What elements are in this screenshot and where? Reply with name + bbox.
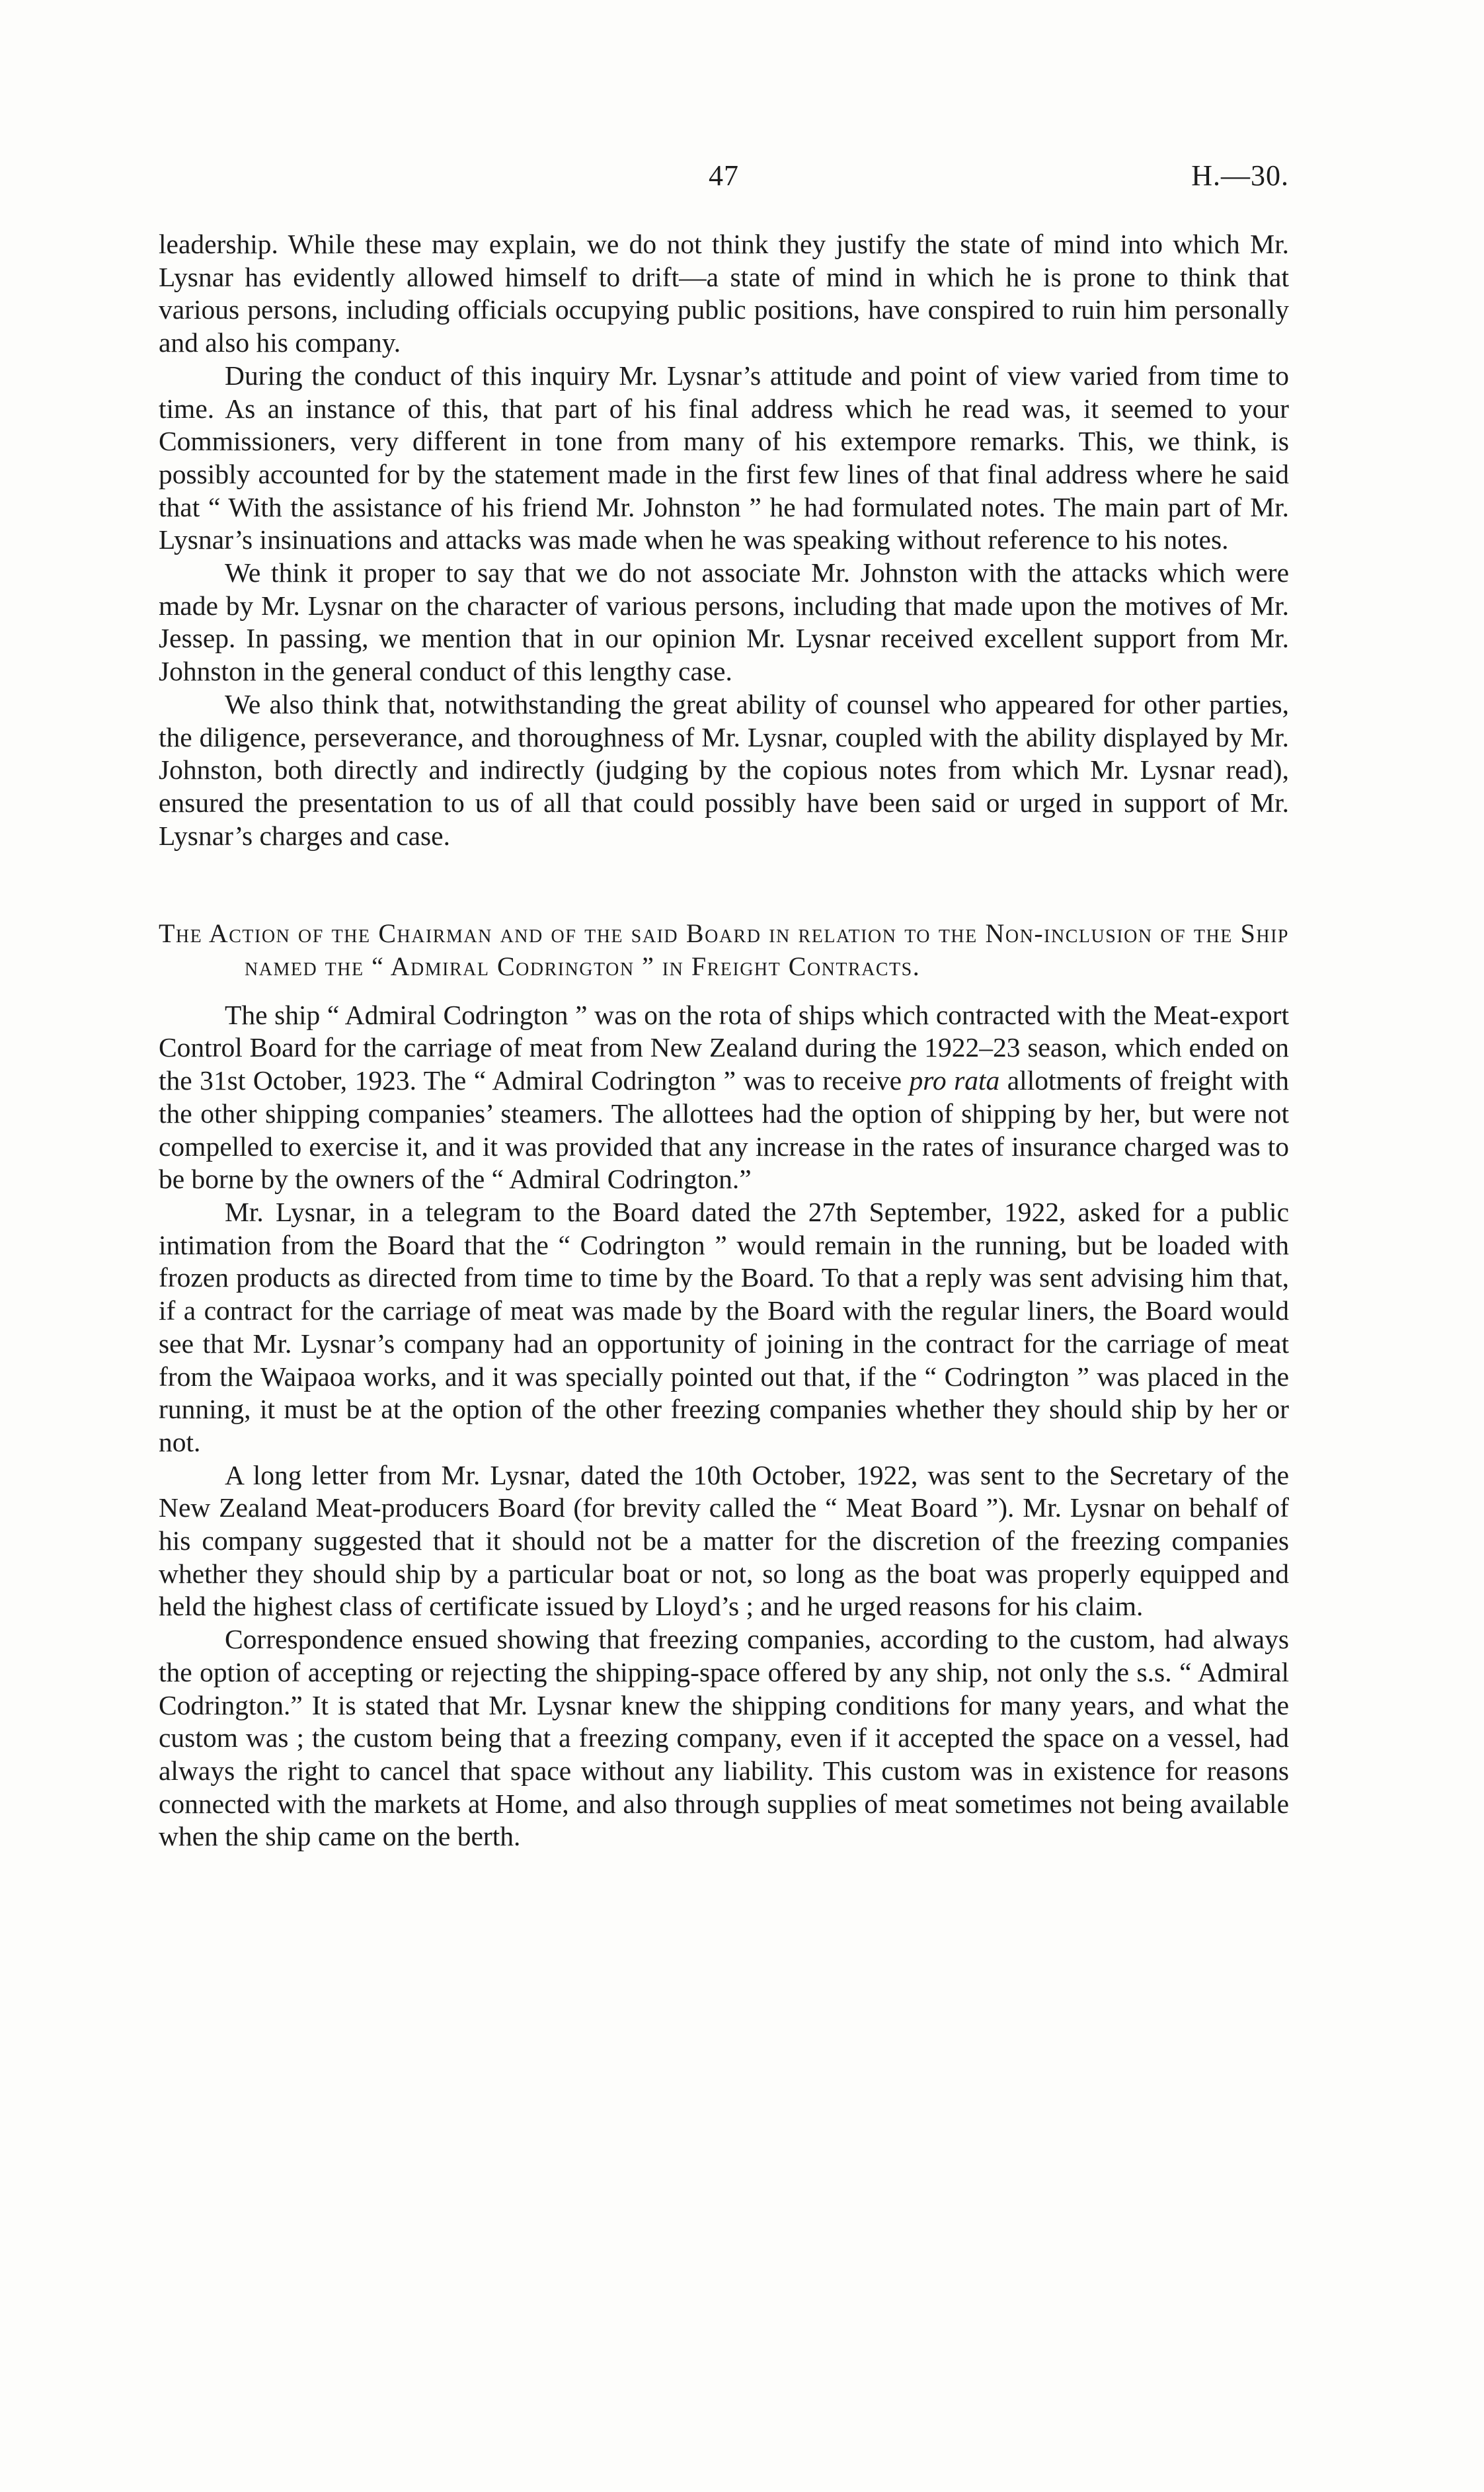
paragraph-correspondence: Correspondence ensued showing that freezing companies, according to the custom, had always the option of accepting or rejecting the shipping-space offered by any ship, not only the s.s. “ Admiral Codrington.” It is stated that Mr. Lysnar knew the shipping conditions for many years, and what the custom was ; the custom being that a freezing company, even if it accepted the space on a vessel, had always the right to cancel that space without any liability. This custom was in existence for reasons connected with the markets at Home, and also through supplies of meat sometimes not being available when the ship came on the berth. [159,1624,1289,1852]
paragraph-rota-text-1: The ship “ Admiral Codrington ” was on the rota of ships which contracted with the Meat-export Control Board for the carriage of meat from New Zealand during the 1922–23 season, which ended on the 31st October, 1923. The “ Admiral Codrington ” was to receive [159,999,1289,1096]
section-heading-text: The Action of the Chairman and of the said Board in relation to the Non-inclusion of the Ship named the “ Admiral Codrington ” in Freight Contracts. [159,918,1289,982]
latin-phrase: pro rata [909,1065,1000,1096]
paragraph-rota-text-2: allotments of freight with the other shipping companies’ steamers. The allottees had the option of shipping by her, but were not compelled to exercise it, and it was provided that any increase in the rates of insurance charged was to be borne by the owners of the “ Admiral Codrington.” [159,1065,1290,1195]
page-header [159,159,1289,198]
paragraph-letter: A long letter from Mr. Lysnar, dated the 10th October, 1922, was sent to the Secretary of the New Zealand Meat-producers Board (for brevity called the “ Meat Board ”). Mr. Lysnar on behalf of his company suggested that it should not be a matter for the discretion of the freezing companies whether they should ship by a particular boat or not, so long as the boat was properly equipped and held the highest class of certificate issued by Lloyd’s ; and he urged reasons for his claim. [159,1459,1289,1622]
paragraph-johnston: We think it proper to say that we do not associate Mr. Johnston with the attacks which were made by Mr. Lysnar on the character of various persons, including that made upon the motives of Mr. Jessep. In passing, we mention that in our opinion Mr. Lysnar received excellent support from Mr. Johnston in the general conduct of this lengthy case. [159,557,1289,687]
document-reference: H.—30. [1191,159,1289,192]
page-number: 47 [709,159,739,192]
paragraph-rota [159,999,1289,1196]
paragraph-telegram: Mr. Lysnar, in a telegram to the Board dated the 27th September, 1922, asked for a public intimation from the Board that the “ Codrington ” would remain in the running, but be loaded with frozen products as directed from time to time by the Board. To that a reply was sent advising him that, if a contract for the carriage of meat was made by the Board with the regular liners, the Board would see that Mr. Lysnar’s company had an opportunity of joining in the contract for the carriage of meat from the Waipaoa works, and it was specially pointed out that, if the “ Codrington ” was placed in the running, it must be at the option of the other freezing companies whether they should ship by her or not. [159,1196,1289,1457]
paragraph-diligence: We also think that, notwithstanding the great ability of counsel who appeared for other parties, the diligence, perseverance, and thoroughness of Mr. Lysnar, coupled with the ability displayed by Mr. Johnston, both directly and indirectly (judging by the copious notes from which Mr. Lysnar read), ensured the presentation to us of all that could possibly have been said or urged in support of Mr. Lysnar’s charges and case. [159,688,1289,851]
page-body [159,228,1289,1853]
paragraph-continued: leadership. While these may explain, we do not think they justify the state of mind into which Mr. Lysnar has evidently allowed himself to drift—a state of mind in which he is prone to think that various persons, including officials occupying public positions, have conspired to ruin him personally and also his company. [159,229,1289,358]
paragraph-attitude: During the conduct of this inquiry Mr. Lysnar’s attitude and point of view varied from time to time. As an instance of this, that part of his final address which he read was, it seemed to your Commissioners, very different in tone from many of his extempore remarks. This, we think, is possibly accounted for by the statement made in the first few lines of that final address where he said that “ With the assistance of his friend Mr. Johnston ” he had formulated notes. The main part of Mr. Lysnar’s insinuations and attacks was made when he was speaking without reference to his notes. [159,360,1289,555]
section-heading [159,917,1289,983]
